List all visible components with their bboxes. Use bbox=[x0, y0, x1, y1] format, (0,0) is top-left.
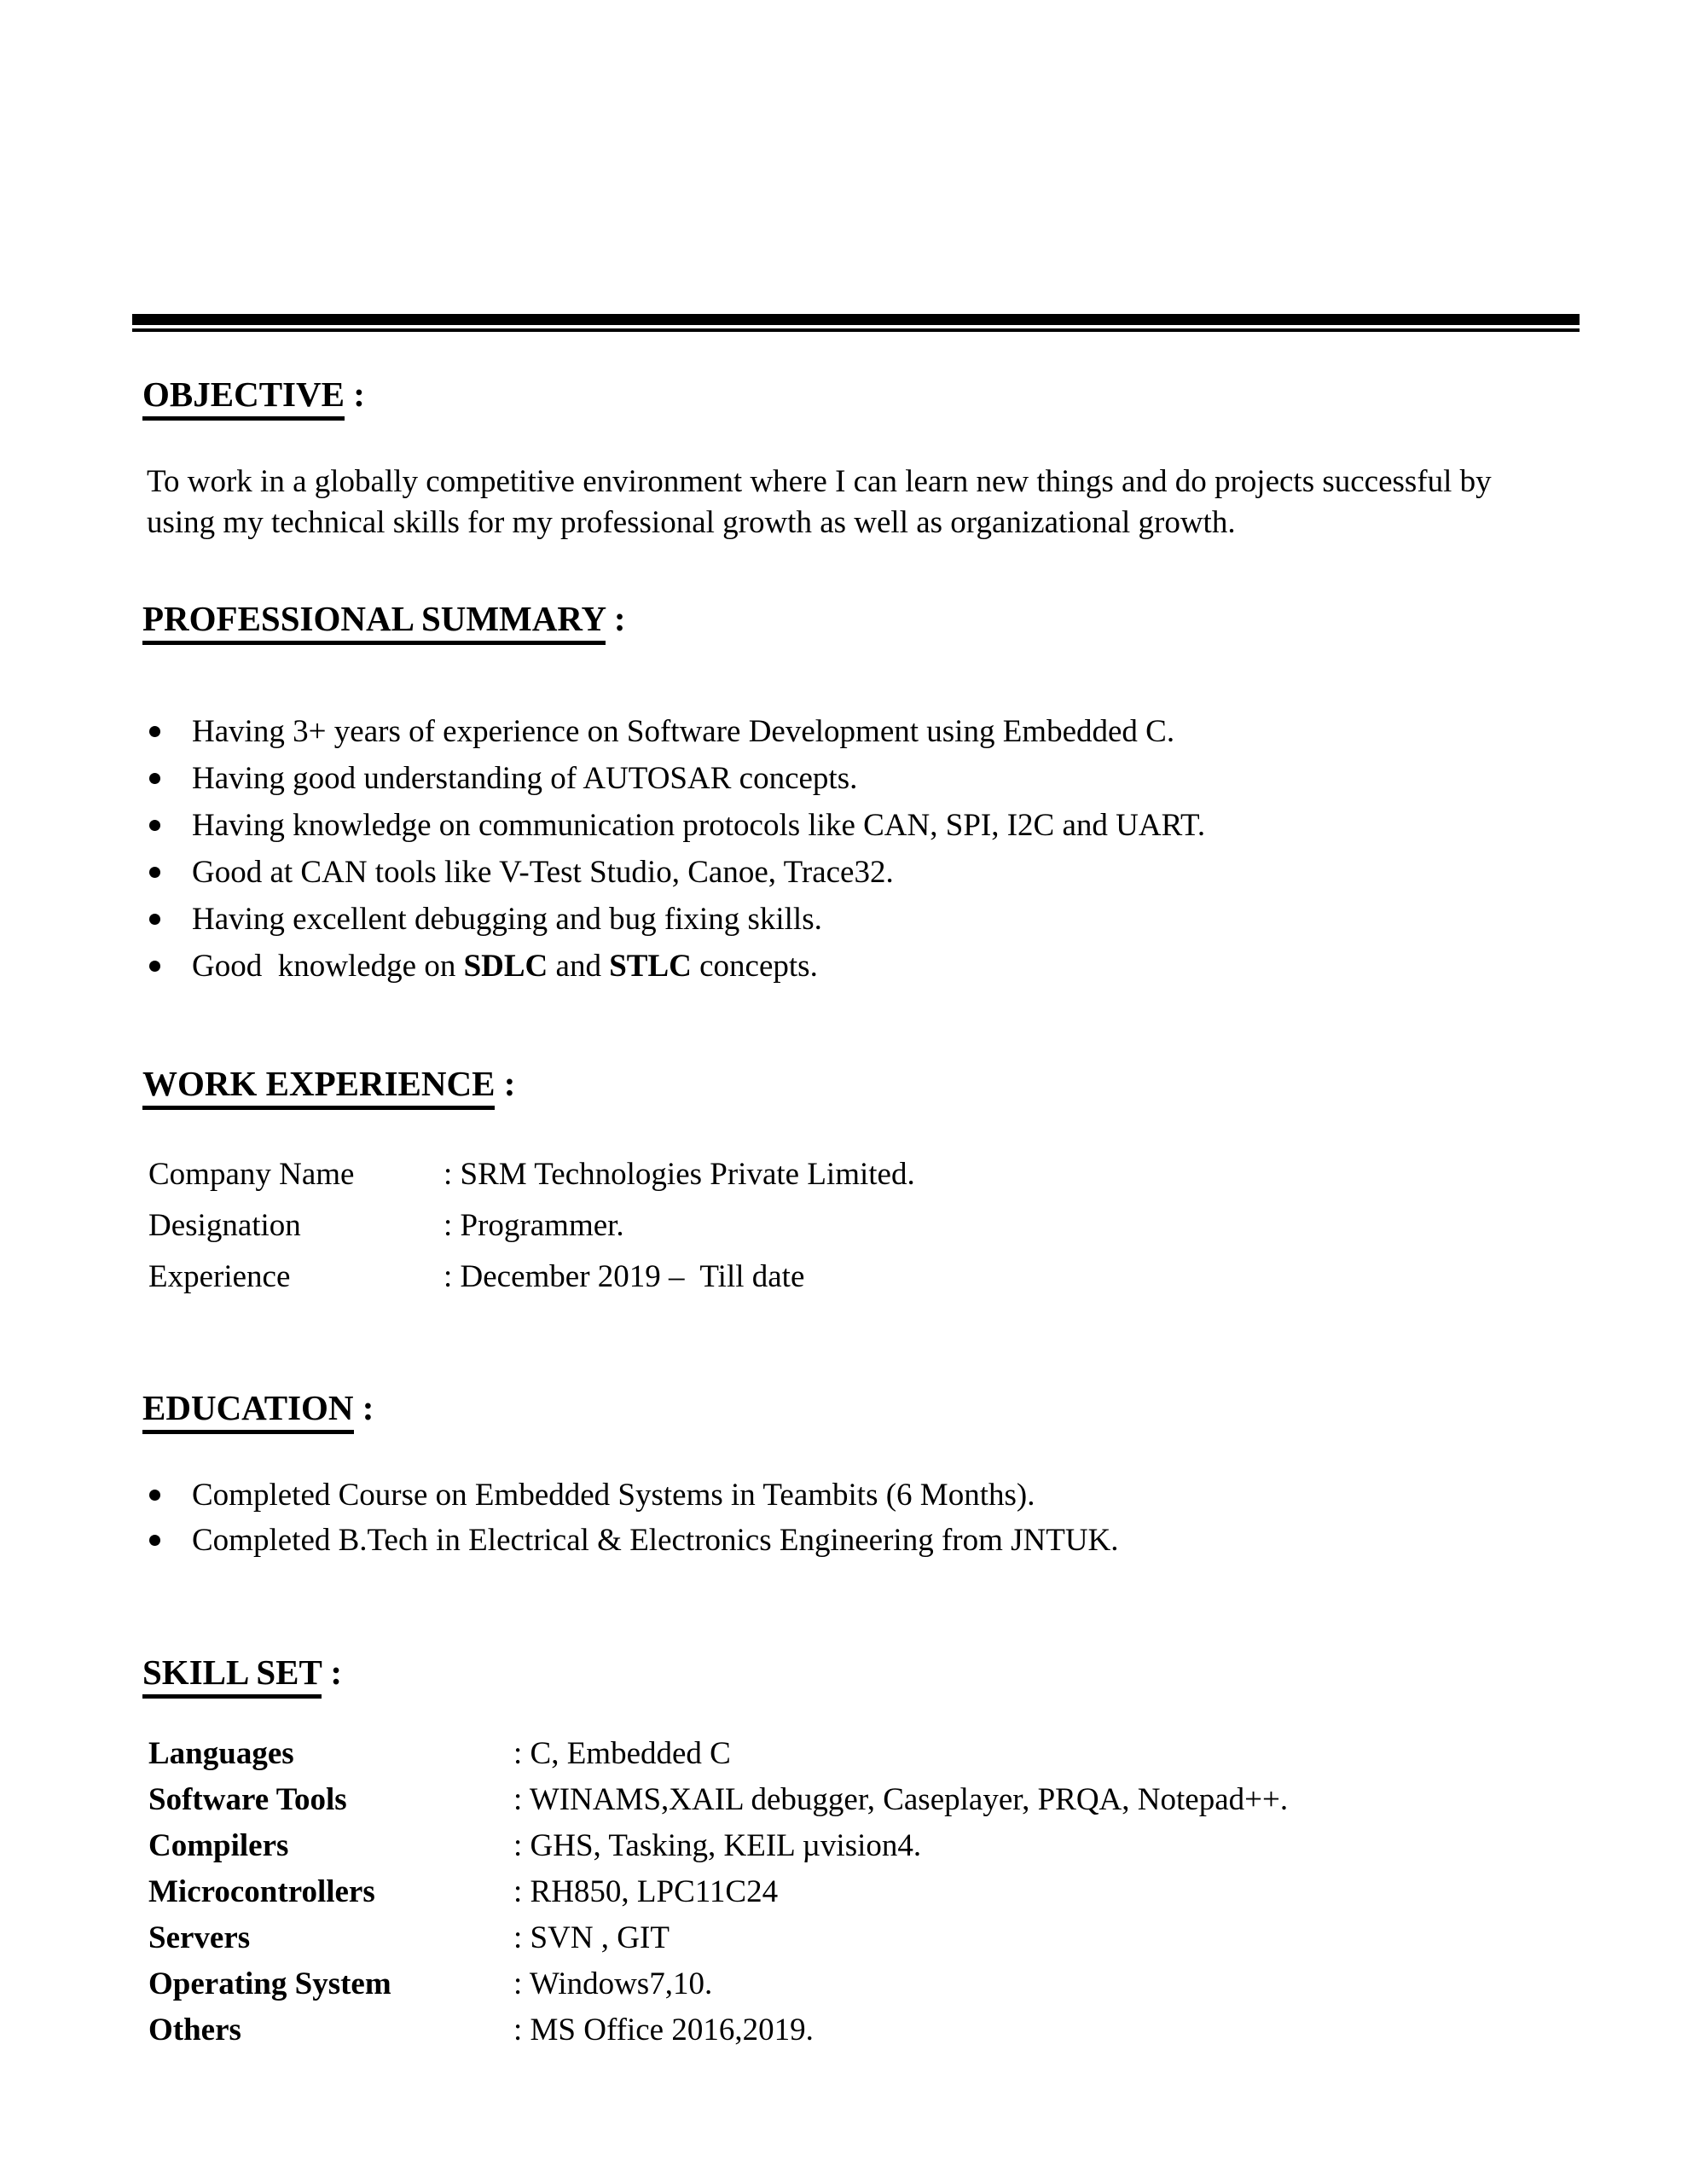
summary-bullet-text: Having excellent debugging and bug fixing skills. bbox=[192, 902, 822, 937]
skill-set-heading bbox=[142, 1652, 342, 1693]
skill-set-heading-colon: : bbox=[322, 1653, 342, 1692]
work-row-value: : Programmer. bbox=[443, 1207, 624, 1243]
education-bullet-item bbox=[142, 1472, 1592, 1518]
skill-row-label: Software Tools bbox=[148, 1781, 347, 1817]
work-row-company bbox=[148, 1148, 1598, 1199]
skill-row-value: : RH850, LPC11C24 bbox=[513, 1873, 779, 1909]
skill-row-software-tools bbox=[148, 1776, 1598, 1822]
education-heading bbox=[142, 1387, 374, 1428]
skill-row-label: Servers bbox=[148, 1920, 251, 1955]
skill-set-rows bbox=[148, 1730, 1598, 2053]
summary-bullet-rich-post: concepts. bbox=[691, 949, 818, 984]
work-row-value: : SRM Technologies Private Limited. bbox=[443, 1156, 915, 1192]
work-experience-heading bbox=[142, 1063, 515, 1104]
summary-bullet-rich-pre: Good knowledge on bbox=[192, 949, 464, 984]
work-row-label: Experience bbox=[148, 1258, 291, 1294]
skill-row-label: Microcontrollers bbox=[148, 1873, 375, 1909]
skill-row-servers bbox=[148, 1914, 1598, 1960]
bullet-dot bbox=[149, 1490, 160, 1501]
top-rule-thin-bar bbox=[132, 328, 1580, 332]
skill-row-value: : MS Office 2016,2019. bbox=[513, 2012, 814, 2048]
skill-row-value: : SVN , GIT bbox=[513, 1920, 670, 1955]
professional-summary-heading bbox=[142, 598, 626, 639]
bullet-dot bbox=[149, 726, 160, 737]
bullet-dot bbox=[149, 1535, 160, 1546]
summary-bullet-text: Good at CAN tools like V-Test Studio, Canoe, Trace32. bbox=[192, 855, 894, 890]
summary-bullet-item bbox=[142, 708, 1592, 755]
summary-bullet-item bbox=[142, 943, 1592, 990]
bullet-dot bbox=[149, 914, 160, 925]
work-row-label: Designation bbox=[148, 1207, 301, 1243]
top-rule-thick-bar bbox=[132, 314, 1580, 325]
summary-bullet-rich-text bbox=[192, 948, 818, 985]
skill-row-operating-system bbox=[148, 1960, 1598, 2007]
skill-row-value: : WINAMS,XAIL debugger, Caseplayer, PRQA, Notepad++. bbox=[513, 1781, 1289, 1817]
summary-bullet-rich-mid: and bbox=[548, 949, 610, 984]
skill-row-value: : GHS, Tasking, KEIL µvision4. bbox=[513, 1827, 922, 1863]
professional-summary-heading-colon: : bbox=[605, 599, 626, 638]
skill-row-languages bbox=[148, 1730, 1598, 1776]
work-row-label: Company Name bbox=[148, 1156, 355, 1192]
education-list bbox=[142, 1472, 1592, 1563]
summary-bullet-text: Having 3+ years of experience on Software Development using Embedded C. bbox=[192, 714, 1175, 749]
work-experience-rows bbox=[148, 1148, 1598, 1302]
work-experience-heading-text: WORK EXPERIENCE bbox=[142, 1064, 495, 1110]
summary-bullet-rich-bold-stlc: STLC bbox=[609, 949, 692, 984]
summary-bullet-item bbox=[142, 896, 1592, 943]
skill-row-value: : Windows7,10. bbox=[513, 1966, 713, 2001]
summary-bullet-item bbox=[142, 755, 1592, 802]
summary-bullet-text: Having knowledge on communication protocols like CAN, SPI, I2C and UART. bbox=[192, 808, 1206, 843]
bullet-dot bbox=[149, 961, 160, 972]
education-bullet-text: Completed Course on Embedded Systems in Teambits (6 Months). bbox=[192, 1478, 1035, 1513]
work-row-designation bbox=[148, 1199, 1598, 1251]
top-double-rule bbox=[132, 314, 1580, 332]
education-heading-colon: : bbox=[353, 1388, 374, 1427]
education-bullet-text: Completed B.Tech in Electrical & Electronics Engineering from JNTUK. bbox=[192, 1523, 1119, 1558]
skill-row-label: Compilers bbox=[148, 1827, 289, 1863]
bullet-dot bbox=[149, 773, 160, 784]
summary-bullet-text: Having good understanding of AUTOSAR concepts. bbox=[192, 761, 858, 796]
professional-summary-list bbox=[142, 708, 1592, 990]
professional-summary-heading-text: PROFESSIONAL SUMMARY bbox=[142, 599, 606, 645]
skill-row-compilers bbox=[148, 1822, 1598, 1868]
skill-row-others bbox=[148, 2007, 1598, 2053]
work-row-value: : December 2019 – Till date bbox=[443, 1258, 805, 1294]
objective-heading-text: OBJECTIVE bbox=[142, 375, 345, 421]
education-bullet-item bbox=[142, 1518, 1592, 1563]
work-row-experience bbox=[148, 1251, 1598, 1302]
skill-set-heading-text: SKILL SET bbox=[142, 1653, 322, 1699]
skill-row-value: : C, Embedded C bbox=[513, 1735, 731, 1771]
skill-row-label: Others bbox=[148, 2012, 241, 2048]
objective-paragraph: To work in a globally competitive environment where I can learn new things and do projects successful by using my technical skills for my professional growth as well as organizational growth. bbox=[147, 464, 1499, 540]
skill-row-label: Operating System bbox=[148, 1966, 391, 2001]
bullet-dot bbox=[149, 867, 160, 878]
work-experience-heading-colon: : bbox=[495, 1064, 516, 1103]
skill-row-microcontrollers bbox=[148, 1868, 1598, 1914]
bullet-dot bbox=[149, 820, 160, 831]
objective-heading bbox=[142, 374, 365, 415]
skill-row-label: Languages bbox=[148, 1735, 294, 1771]
summary-bullet-item bbox=[142, 849, 1592, 896]
summary-bullet-rich-bold-sdlc: SDLC bbox=[463, 949, 548, 984]
objective-heading-colon: : bbox=[344, 375, 365, 414]
summary-bullet-item bbox=[142, 802, 1592, 849]
education-heading-text: EDUCATION bbox=[142, 1388, 354, 1434]
